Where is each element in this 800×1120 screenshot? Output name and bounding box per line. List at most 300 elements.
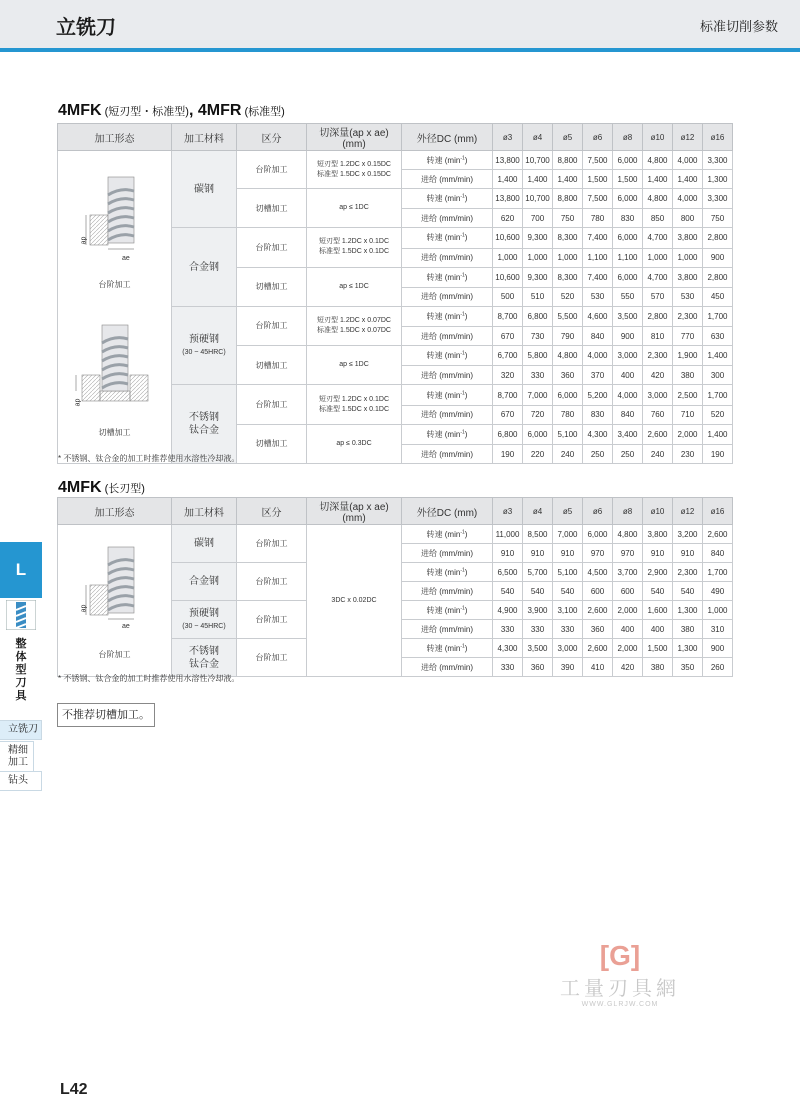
speed-value: 7,000: [553, 525, 583, 544]
material-cell: [172, 151, 237, 228]
material-name: 预硬钢: [189, 333, 219, 345]
speed-value: 3,100: [553, 601, 583, 620]
feed-value: 390: [553, 658, 583, 677]
speed-value: 2,900: [643, 563, 673, 582]
header-bar: [0, 0, 800, 52]
ap-dimension-label: ap: [80, 604, 88, 613]
section-tab-l[interactable]: L: [0, 542, 42, 598]
depth-cell: [307, 151, 402, 189]
feed-value: 520: [553, 287, 583, 306]
speed-value: 6,700: [493, 346, 523, 366]
speed-value: 6,000: [523, 424, 553, 444]
feed-value: 330: [493, 620, 523, 639]
speed-value: 3,000: [553, 639, 583, 658]
feed-value: 380: [673, 620, 703, 639]
col-header-d3: ø3: [493, 124, 523, 151]
class-cell: [237, 424, 307, 463]
speed-label-prefix: 转速 (min: [426, 194, 461, 204]
feed-label: 进给 (mm/min): [421, 410, 473, 420]
speed-label-exp: -1: [460, 272, 465, 279]
speed-label-exp: -1: [460, 232, 465, 239]
table-header-row: [58, 124, 733, 151]
material-cell: [172, 306, 237, 385]
speed-label-exp: -1: [460, 566, 465, 573]
feed-label: 进给 (mm/min): [421, 292, 473, 302]
param-feed-label: [402, 209, 493, 228]
illustration-label: 台阶加工: [98, 650, 131, 659]
feed-value: 830: [583, 405, 613, 424]
feed-value: 420: [643, 366, 673, 385]
class-cell: [237, 525, 307, 563]
depth-cell: [307, 306, 402, 345]
depth-line-1: 短刃型 1.2DC x 0.1DC: [318, 238, 390, 246]
material-cell: [172, 385, 237, 464]
feed-value: 300: [703, 366, 733, 385]
feed-value: 840: [583, 327, 613, 346]
feed-value: 540: [673, 582, 703, 601]
speed-value: 6,500: [493, 563, 523, 582]
param-feed-label: [402, 327, 493, 346]
feed-value: 540: [643, 582, 673, 601]
watermark: [540, 940, 700, 1008]
speed-value: 2,600: [583, 639, 613, 658]
feed-value: 220: [523, 445, 553, 464]
speed-value: 3,300: [703, 151, 733, 170]
class-cell: [237, 385, 307, 424]
speed-value: 2,800: [703, 267, 733, 287]
speed-value: 1,500: [643, 639, 673, 658]
depth-line-1: ap ≤ 0.3DC: [336, 439, 372, 447]
col-header-d16: ø16: [703, 124, 733, 151]
speed-value: 2,500: [673, 385, 703, 405]
watermark-name: 工量刃具網: [560, 978, 680, 1000]
feed-label: 进给 (mm/min): [421, 253, 473, 263]
speed-label-exp: -1: [460, 528, 465, 535]
feed-value: 250: [613, 445, 643, 464]
feed-value: 670: [493, 405, 523, 424]
speed-value: 1,400: [703, 346, 733, 366]
speed-value: 1,700: [703, 385, 733, 405]
col-header-material: 加工材料: [172, 498, 237, 525]
speed-value: 8,700: [493, 385, 523, 405]
feed-value: 500: [493, 287, 523, 306]
class-label: 台阶加工: [255, 653, 288, 662]
feed-value: 490: [703, 582, 733, 601]
speed-label-prefix: 转速 (min: [426, 605, 461, 615]
param-speed-label: [402, 563, 493, 582]
speed-label-prefix: 转速 (min: [426, 155, 461, 165]
feed-value: 700: [523, 209, 553, 228]
col-header-diameter: 外径DC (mm): [402, 124, 493, 151]
class-label: 切槽加工: [255, 360, 288, 370]
speed-value: 2,000: [613, 639, 643, 658]
speed-value: 6,000: [613, 228, 643, 248]
depth-line-2: 标准型 1.5DC x 0.1DC: [318, 248, 390, 256]
feed-value: 330: [523, 366, 553, 385]
speed-value: 2,600: [703, 525, 733, 544]
feed-value: 410: [583, 658, 613, 677]
param-feed-label: [402, 544, 493, 563]
depth-line-1: ap ≤ 1DC: [339, 282, 369, 290]
speed-value: 7,500: [583, 151, 613, 170]
feed-value: 810: [643, 327, 673, 346]
feed-value: 1,300: [703, 170, 733, 189]
speed-value: 8,300: [553, 228, 583, 248]
speed-value: 1,600: [643, 601, 673, 620]
class-cell: [237, 151, 307, 189]
speed-value: 2,800: [643, 306, 673, 326]
ap-dimension-label: ap: [80, 236, 88, 245]
speed-label-prefix: 转速 (min: [426, 567, 461, 577]
feed-value: 1,000: [643, 248, 673, 267]
class-label: 台阶加工: [255, 165, 288, 174]
col-header-depth: 切深量(ap x ae) (mm): [307, 498, 402, 525]
depth-cell: [307, 525, 402, 677]
depth-line-2: 标准型 1.5DC x 0.07DC: [317, 326, 391, 334]
speed-label-prefix: 转速 (min: [426, 233, 461, 243]
speed-label-prefix: 转速 (min: [426, 529, 461, 539]
col-header-shape: 加工形态: [58, 124, 172, 151]
feed-value: 910: [553, 544, 583, 563]
feed-value: 1,100: [583, 248, 613, 267]
speed-value: 6,000: [613, 267, 643, 287]
material-cell: [172, 601, 237, 639]
material-sub: (30 ~ 45HRC): [182, 348, 226, 356]
speed-value: 10,600: [493, 267, 523, 287]
speed-value: 7,500: [583, 189, 613, 209]
col-header-material: 加工材料: [172, 124, 237, 151]
speed-value: 2,600: [583, 601, 613, 620]
feed-value: 900: [613, 327, 643, 346]
sidebar-item-endmill[interactable]: 立铣刀: [0, 720, 42, 740]
speed-value: 3,800: [673, 267, 703, 287]
feed-value: 1,500: [613, 170, 643, 189]
feed-value: 830: [613, 209, 643, 228]
cutting-table-1: [57, 123, 733, 464]
feed-label: 进给 (mm/min): [421, 213, 473, 223]
feed-value: 1,400: [643, 170, 673, 189]
speed-label-suffix: ): [464, 390, 468, 400]
feed-label: 进给 (mm/min): [421, 174, 473, 184]
page-title: 立铣刀: [56, 17, 116, 39]
table-row: [58, 151, 733, 170]
speed-value: 1,400: [703, 424, 733, 444]
depth-value: 3DC x 0.02DC: [331, 596, 377, 604]
speed-value: 5,500: [553, 306, 583, 326]
speed-value: 1,700: [703, 306, 733, 326]
depth-cell: [307, 424, 402, 463]
speed-value: 4,600: [583, 306, 613, 326]
material-sub: (30 ~ 45HRC): [182, 622, 226, 630]
sidebar-item-drill[interactable]: 钻头: [0, 771, 42, 791]
machining-shape-cell: [58, 525, 172, 677]
speed-value: 4,000: [673, 151, 703, 170]
machining-shape-cell: [58, 151, 172, 464]
class-label: 台阶加工: [255, 321, 288, 331]
feed-value: 540: [553, 582, 583, 601]
depth-cell: [307, 189, 402, 228]
illustration-block: [58, 315, 171, 463]
param-feed-label: [402, 248, 493, 267]
speed-label-exp: -1: [460, 350, 465, 357]
col-header-d16: ø16: [703, 498, 733, 525]
speed-label-exp: -1: [460, 429, 465, 436]
material-name: 不锈钢: [189, 412, 219, 424]
feed-value: 780: [583, 209, 613, 228]
speed-value: 1,000: [703, 601, 733, 620]
feed-value: 1,400: [493, 170, 523, 189]
col-header-d10: ø10: [643, 498, 673, 525]
feed-value: 840: [613, 405, 643, 424]
speed-label-suffix: ): [464, 429, 468, 439]
param-speed-label: [402, 639, 493, 658]
feed-value: 800: [673, 209, 703, 228]
feed-value: 380: [643, 658, 673, 677]
feed-value: 760: [643, 405, 673, 424]
speed-value: 8,500: [523, 525, 553, 544]
param-feed-label: [402, 582, 493, 601]
class-label: 台阶加工: [255, 242, 288, 252]
speed-label-suffix: ): [464, 311, 468, 321]
param-speed-label: [402, 385, 493, 405]
feed-value: 600: [613, 582, 643, 601]
feed-value: 530: [583, 287, 613, 306]
feed-value: 1,000: [553, 248, 583, 267]
speed-value: 13,800: [493, 189, 523, 209]
speed-value: 900: [703, 639, 733, 658]
material-sub: 钛合金: [189, 425, 219, 437]
speed-value: 4,000: [673, 189, 703, 209]
feed-value: 450: [703, 287, 733, 306]
speed-value: 11,000: [493, 525, 523, 544]
speed-label-exp: -1: [460, 642, 465, 649]
speed-label-prefix: 转速 (min: [426, 272, 461, 282]
speed-value: 2,600: [643, 424, 673, 444]
speed-value: 7,000: [523, 385, 553, 405]
feed-value: 550: [613, 287, 643, 306]
material-name: 合金钢: [189, 576, 219, 587]
material-cell: [172, 525, 237, 563]
feed-value: 910: [493, 544, 523, 563]
feed-value: 750: [703, 209, 733, 228]
depth-line-2: 标准型 1.5DC x 0.1DC: [318, 405, 390, 413]
param-speed-label: [402, 424, 493, 444]
feed-value: 750: [553, 209, 583, 228]
speed-value: 3,500: [523, 639, 553, 658]
speed-value: 7,400: [583, 267, 613, 287]
feed-value: 360: [583, 620, 613, 639]
feed-value: 360: [553, 366, 583, 385]
speed-value: 3,300: [703, 189, 733, 209]
feed-value: 260: [703, 658, 733, 677]
feed-value: 190: [493, 445, 523, 464]
feed-value: 900: [703, 248, 733, 267]
speed-value: 4,900: [493, 601, 523, 620]
feed-value: 360: [523, 658, 553, 677]
depth-line-2: 标准型 1.5DC x 0.15DC: [317, 170, 391, 178]
feed-value: 670: [493, 327, 523, 346]
material-cell: [172, 563, 237, 601]
speed-label-suffix: ): [464, 567, 468, 577]
speed-label-suffix: ): [464, 529, 468, 539]
depth-line-1: ap ≤ 1DC: [339, 204, 369, 212]
col-header-d3: ø3: [493, 498, 523, 525]
class-cell: [237, 189, 307, 228]
feed-value: 540: [493, 582, 523, 601]
feed-value: 630: [703, 327, 733, 346]
param-speed-label: [402, 228, 493, 248]
param-speed-label: [402, 267, 493, 287]
class-label: 台阶加工: [255, 400, 288, 410]
speed-value: 1,700: [703, 563, 733, 582]
col-header-class: 区分: [237, 498, 307, 525]
material-name: 预硬钢: [189, 607, 219, 619]
param-feed-label: [402, 170, 493, 189]
speed-label-suffix: ): [464, 155, 468, 165]
speed-value: 13,800: [493, 151, 523, 170]
feed-value: 400: [643, 620, 673, 639]
speed-value: 5,100: [553, 424, 583, 444]
speed-value: 4,700: [643, 228, 673, 248]
feed-value: 620: [493, 209, 523, 228]
feed-value: 910: [523, 544, 553, 563]
class-label: 切槽加工: [255, 282, 288, 292]
speed-value: 4,800: [553, 346, 583, 366]
col-header-d5: ø5: [553, 124, 583, 151]
speed-value: 2,800: [703, 228, 733, 248]
shoulder-illustration: [60, 175, 170, 275]
feed-value: 970: [583, 544, 613, 563]
speed-value: 4,000: [613, 385, 643, 405]
col-header-d6: ø6: [583, 498, 613, 525]
illustration-block: [58, 525, 171, 660]
feed-value: 320: [493, 366, 523, 385]
feed-value: 540: [523, 582, 553, 601]
feed-value: 910: [673, 544, 703, 563]
feed-value: 330: [493, 658, 523, 677]
speed-value: 2,000: [673, 424, 703, 444]
speed-value: 6,800: [493, 424, 523, 444]
speed-label-prefix: 转速 (min: [426, 643, 461, 653]
speed-value: 8,700: [493, 306, 523, 326]
feed-label: 进给 (mm/min): [421, 624, 473, 634]
col-header-depth: 切深量(ap x ae) (mm): [307, 124, 402, 151]
section2-title: 4MFK (长刃型): [58, 479, 145, 496]
feed-value: 350: [673, 658, 703, 677]
param-feed-label: [402, 366, 493, 385]
col-header-d8: ø8: [613, 124, 643, 151]
speed-label-suffix: ): [464, 194, 468, 204]
feed-value: 730: [523, 327, 553, 346]
depth-line-1: 短刃型 1.2DC x 0.07DC: [317, 316, 391, 324]
endmill-icon: [6, 600, 36, 630]
material-name: 不锈钢: [189, 645, 219, 657]
slotting-illustration: [60, 323, 170, 423]
speed-value: 10,600: [493, 228, 523, 248]
speed-value: 10,700: [523, 151, 553, 170]
depth-line-1: ap ≤ 1DC: [339, 361, 369, 369]
speed-value: 3,400: [613, 424, 643, 444]
table-row: [58, 525, 733, 544]
speed-label-exp: -1: [460, 311, 465, 318]
header-subtitle: 标准切削参数: [699, 19, 778, 34]
speed-value: 5,800: [523, 346, 553, 366]
feed-value: 240: [553, 445, 583, 464]
speed-value: 5,700: [523, 563, 553, 582]
depth-line-1: 短刃型 1.2DC x 0.1DC: [318, 395, 390, 403]
depth-cell: [307, 346, 402, 385]
speed-value: 4,700: [643, 267, 673, 287]
speed-value: 5,100: [553, 563, 583, 582]
feed-value: 850: [643, 209, 673, 228]
class-label: 切槽加工: [255, 203, 288, 213]
feed-value: 380: [673, 366, 703, 385]
col-header-d8: ø8: [613, 498, 643, 525]
speed-value: 9,300: [523, 228, 553, 248]
class-cell: [237, 267, 307, 306]
speed-label-suffix: ): [464, 643, 468, 653]
feed-value: 310: [703, 620, 733, 639]
feed-value: 1,000: [493, 248, 523, 267]
feed-value: 710: [673, 405, 703, 424]
speed-value: 10,700: [523, 189, 553, 209]
feed-value: 1,400: [553, 170, 583, 189]
speed-value: 3,900: [523, 601, 553, 620]
depth-cell: [307, 385, 402, 424]
class-cell: [237, 601, 307, 639]
col-header-d12: ø12: [673, 124, 703, 151]
sidebar-item-finishing[interactable]: 精细加工: [0, 741, 34, 773]
class-cell: [237, 306, 307, 345]
feed-value: 790: [553, 327, 583, 346]
speed-label-exp: -1: [460, 389, 465, 396]
illustration-block: [58, 151, 171, 315]
speed-value: 6,800: [523, 306, 553, 326]
speed-value: 8,300: [553, 267, 583, 287]
speed-value: 6,000: [613, 151, 643, 170]
speed-label-prefix: 转速 (min: [426, 390, 461, 400]
cutting-table-2: [57, 497, 733, 677]
speed-value: 2,300: [673, 306, 703, 326]
speed-value: 9,300: [523, 267, 553, 287]
watermark-logo: [G]: [599, 940, 641, 971]
speed-value: 3,000: [643, 385, 673, 405]
feed-value: 370: [583, 366, 613, 385]
col-header-d4: ø4: [523, 498, 553, 525]
material-cell: [172, 228, 237, 307]
feed-value: 400: [613, 620, 643, 639]
feed-value: 1,400: [673, 170, 703, 189]
feed-value: 720: [523, 405, 553, 424]
feed-label: 进给 (mm/min): [421, 449, 473, 459]
feed-value: 190: [703, 445, 733, 464]
col-header-d6: ø6: [583, 124, 613, 151]
col-header-shape: 加工形态: [58, 498, 172, 525]
speed-value: 3,500: [613, 306, 643, 326]
col-header-d4: ø4: [523, 124, 553, 151]
material-name: 合金钢: [189, 261, 219, 273]
speed-label-prefix: 转速 (min: [426, 351, 461, 361]
speed-value: 2,000: [613, 601, 643, 620]
feed-value: 230: [673, 445, 703, 464]
feed-value: 570: [643, 287, 673, 306]
ap-dimension-label: ap: [74, 398, 82, 407]
feed-value: 770: [673, 327, 703, 346]
material-cell: [172, 639, 237, 677]
col-header-class: 区分: [237, 124, 307, 151]
param-feed-label: [402, 405, 493, 424]
feed-label: 进给 (mm/min): [421, 586, 473, 596]
